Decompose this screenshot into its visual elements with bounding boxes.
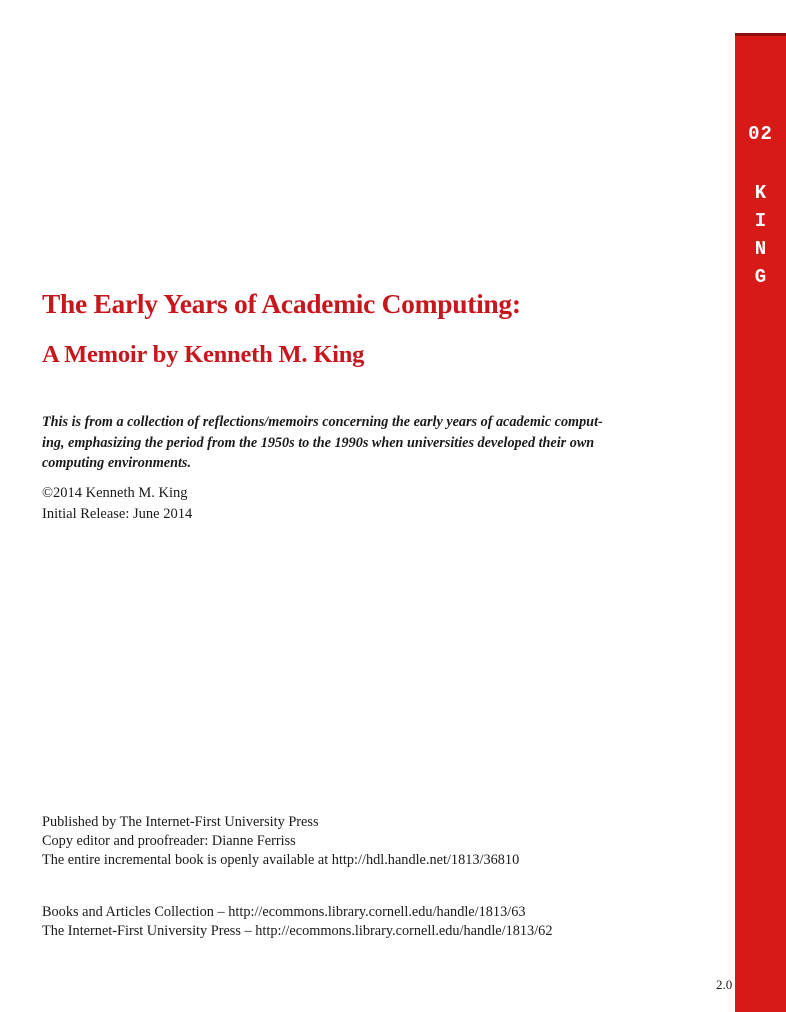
chapter-author-letter: K	[754, 182, 767, 204]
chapter-author-letter: I	[754, 210, 767, 232]
abstract	[42, 412, 682, 474]
abstract-line: computing environments.	[42, 455, 191, 471]
chapter-author-letter: N	[754, 238, 767, 260]
release-date: Initial Release: June 2014	[42, 506, 193, 522]
document-title: The Early Years of Academic Computing:	[42, 288, 521, 319]
version-number: 2.0	[716, 977, 733, 992]
press-collection-line: The Internet-First University Press – http://ecommons.library.cornell.edu/handle/1813/62	[42, 923, 553, 939]
chapter-author-vertical	[735, 179, 786, 291]
abstract-line: This is from a collection of reflections/memoirs concerning the early years of academic comput-	[42, 414, 603, 430]
availability-line: The entire incremental book is openly available at http://hdl.handle.net/1813/36810	[42, 852, 520, 868]
editor-line: Copy editor and proofreader: Dianne Ferriss	[42, 833, 296, 849]
chapter-author-letter: G	[754, 266, 767, 288]
side-tab-top-rule	[735, 33, 786, 36]
copyright-notice: ©2014 Kenneth M. King	[42, 485, 188, 501]
document-subtitle: A Memoir by Kenneth M. King	[42, 341, 365, 368]
chapter-number: 02	[748, 123, 773, 145]
abstract-line: ing, emphasizing the period from the 1950s to the 1990s when universities developed their own	[42, 434, 595, 451]
books-articles-collection-line: Books and Articles Collection – http://ecommons.library.cornell.edu/handle/1813/63	[42, 904, 526, 920]
publisher-line: Published by The Internet-First University Press	[42, 814, 319, 830]
